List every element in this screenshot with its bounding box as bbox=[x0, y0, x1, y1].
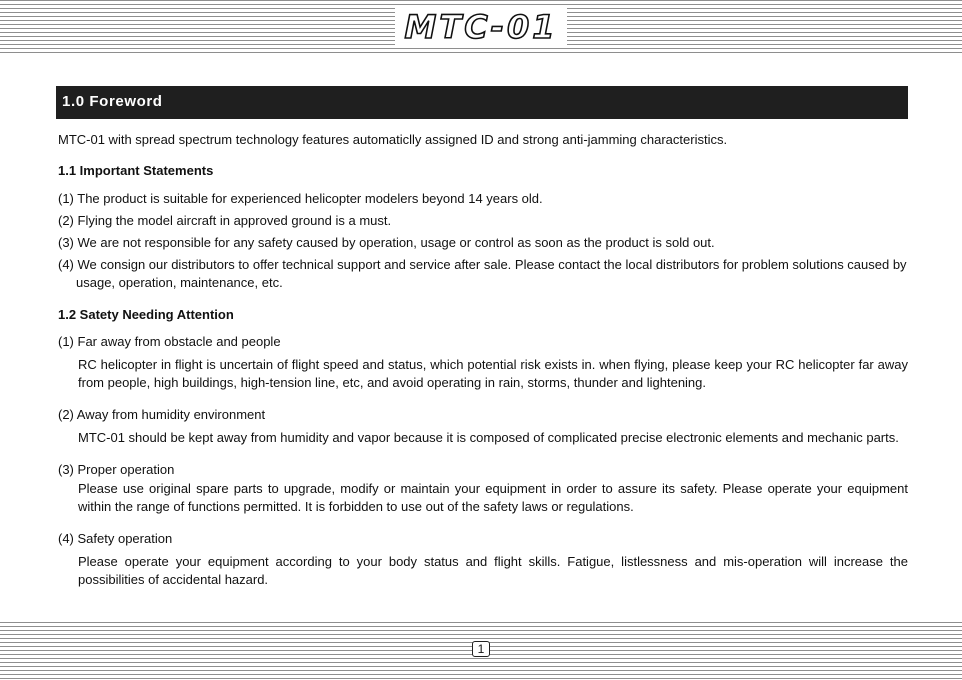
safety-item-title: (1) Far away from obstacle and people bbox=[58, 334, 281, 349]
header bbox=[0, 8, 962, 46]
document-body bbox=[58, 131, 908, 603]
statement-item: (1) The product is suitable for experienced helicopter modelers beyond 14 years old. bbox=[58, 191, 543, 206]
safety-item bbox=[58, 461, 908, 516]
section-title-bar bbox=[56, 86, 908, 119]
page-number: 1 bbox=[472, 641, 491, 657]
safety-item-title: (4) Safety operation bbox=[58, 531, 173, 546]
safety-item-title: (2) Away from humidity environment bbox=[58, 407, 266, 422]
safety-attention-heading: 1.2 Satety Needing Attention bbox=[58, 307, 234, 322]
safety-item-body: RC helicopter in flight is uncertain of flight speed and status, which potential risk exists in. when flying, please keep your RC helicopter far away from people, high buildings, high-tension line, etc, and avoid operating in rain, storms, thunder and lightening. bbox=[78, 357, 908, 390]
safety-item-title: (3) Proper operation bbox=[58, 462, 175, 477]
product-logo: MTC-01 bbox=[395, 8, 568, 46]
safety-item-body: Please use original spare parts to upgrade, modify or maintain your equipment in order to assure its safety. Please operate your equipment within the range of functions permitted. It is forbidden to use out of the safety laws or regulations. bbox=[78, 481, 908, 514]
statement-item: (4) We consign our distributors to offer technical support and service after sale. Please contact the local distributors for problem solutions caused by usage, operation, maintenance, etc. bbox=[58, 257, 907, 290]
safety-item bbox=[58, 530, 908, 589]
statement-item: (2) Flying the model aircraft in approved ground is a must. bbox=[58, 213, 392, 228]
intro-paragraph: MTC-01 with spread spectrum technology features automaticlly assigned ID and strong anti-jamming characteristics. bbox=[58, 132, 728, 147]
safety-item-body: Please operate your equipment according to your body status and flight skills. Fatigue, listlessness and mis-operation will increase the possibilities of accidental hazard. bbox=[78, 554, 908, 587]
safety-item bbox=[58, 406, 908, 447]
footer bbox=[0, 640, 962, 658]
safety-item-body: MTC-01 should be kept away from humidity and vapor because it is composed of complicated precise electronic elements and mechanic parts. bbox=[78, 430, 899, 445]
statement-item: (3) We are not responsible for any safety caused by operation, usage or control as soon as the product is sold out. bbox=[58, 235, 715, 250]
section-title: 1.0 Foreword bbox=[62, 93, 163, 110]
safety-item bbox=[58, 333, 908, 392]
important-statements-heading: 1.1 Important Statements bbox=[58, 163, 214, 178]
